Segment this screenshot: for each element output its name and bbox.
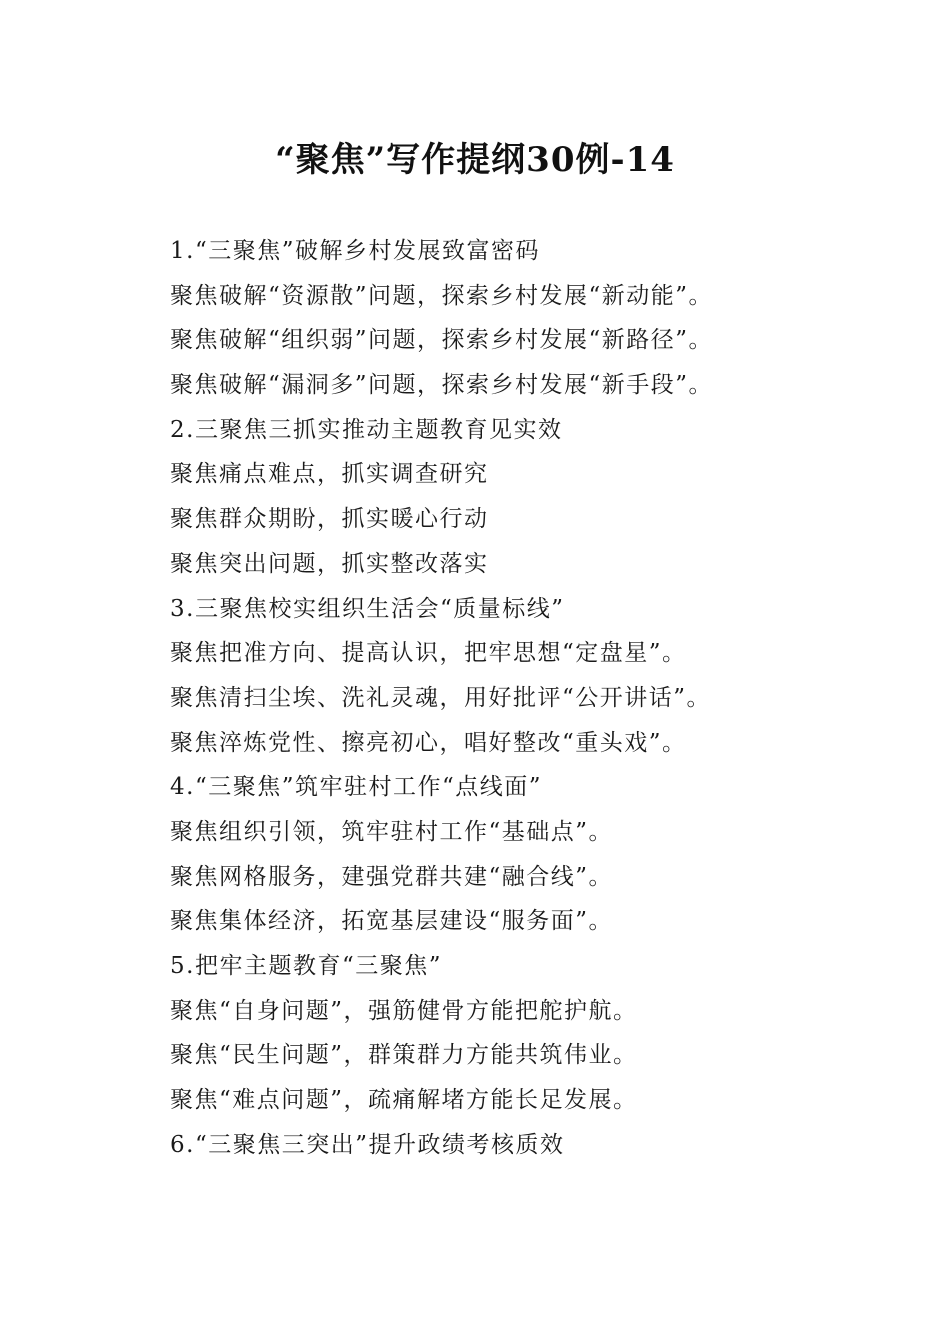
body-line: 聚焦破解“漏洞多”问题，探索乡村发展“新手段”。 bbox=[170, 372, 714, 399]
body-line: 聚焦清扫尘埃、洗礼灵魂，用好批评“公开讲话”。 bbox=[170, 684, 712, 711]
body-line: 聚焦群众期盼，抓实暖心行动 bbox=[170, 506, 489, 533]
body-line: 聚焦组织引领，筑牢驻村工作“基础点”。 bbox=[170, 818, 614, 845]
section-heading-6: 6.“三聚焦三突出”提升政绩考核质效 bbox=[170, 1131, 565, 1158]
document-title: “聚焦”写作提纲30例-14 bbox=[275, 140, 675, 180]
section-heading-2: 2.三聚焦三抓实推动主题教育见实效 bbox=[170, 416, 563, 443]
body-line: 聚焦集体经济，拓宽基层建设“服务面”。 bbox=[170, 908, 614, 935]
body-line: 聚焦破解“组织弱”问题，探索乡村发展“新路径”。 bbox=[170, 327, 714, 354]
document-body bbox=[170, 229, 870, 1167]
body-line: 聚焦网格服务，建强党群共建“融合线”。 bbox=[170, 863, 614, 890]
body-line: 聚焦把准方向、提高认识，把牢思想“定盘星”。 bbox=[170, 640, 687, 667]
body-line: 聚焦破解“资源散”问题，探索乡村发展“新动能”。 bbox=[170, 282, 714, 309]
section-heading-5: 5.把牢主题教育“三聚焦” bbox=[170, 953, 442, 979]
section-heading-1: 1.“三聚焦”破解乡村发展致富密码 bbox=[170, 238, 540, 264]
section-heading-4: 4.“三聚焦”筑牢驻村工作“点线面” bbox=[170, 774, 542, 801]
body-line: 聚焦淬炼党性、擦亮初心，唱好整改“重头戏”。 bbox=[170, 729, 687, 756]
body-line: 聚焦痛点难点，抓实调查研究 bbox=[170, 461, 489, 488]
body-line: 聚焦“自身问题”，强筋健骨方能把舵护航。 bbox=[170, 997, 638, 1024]
section-heading-3: 3.三聚焦校实组织生活会“质量标线” bbox=[170, 595, 565, 622]
body-line: 聚焦“难点问题”，疏痛解堵方能长足发展。 bbox=[170, 1087, 638, 1114]
body-line: 聚焦“民生问题”，群策群力方能共筑伟业。 bbox=[170, 1042, 638, 1069]
body-line: 聚焦突出问题，抓实整改落实 bbox=[170, 550, 489, 577]
